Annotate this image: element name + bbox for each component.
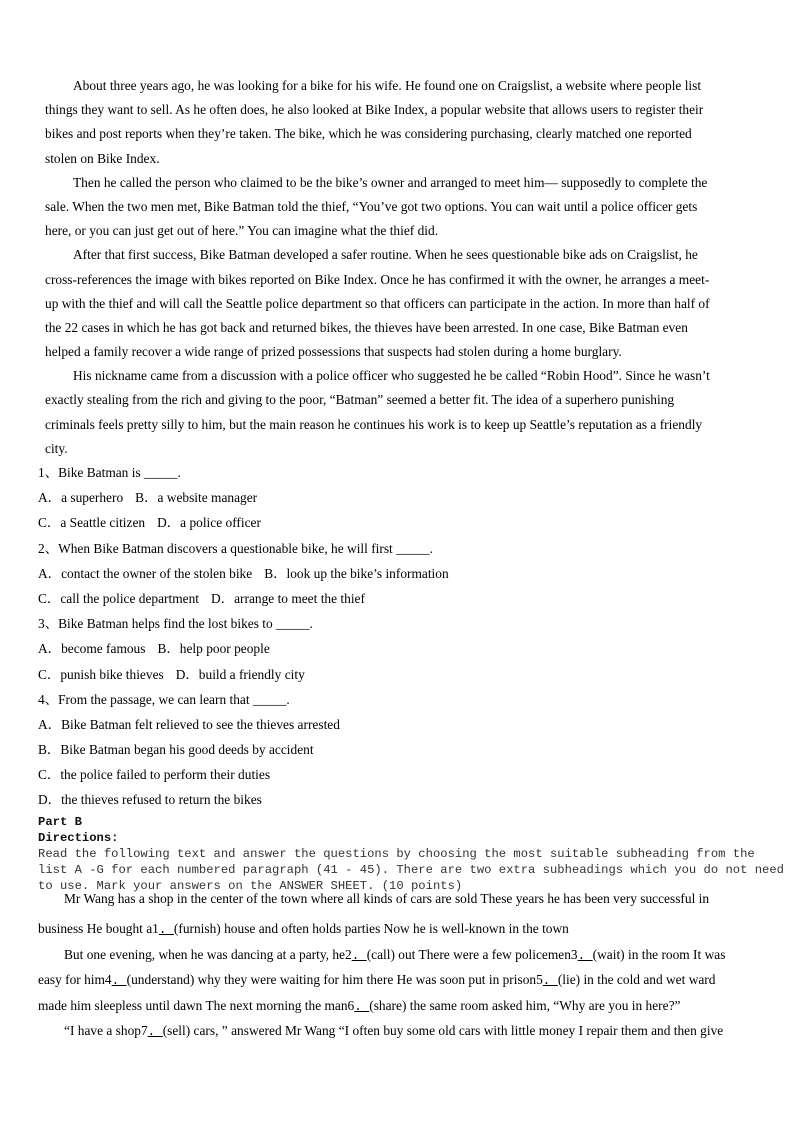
option-2d[interactable]: arrange to meet the thief xyxy=(234,590,365,606)
part-b-title: Part B xyxy=(38,815,82,829)
blank-2[interactable]: . xyxy=(351,948,367,963)
question-list xyxy=(38,460,598,813)
story-text: (furnish) house and often holds parties Now he is well-known in the town xyxy=(173,921,569,936)
reading-passage xyxy=(45,74,765,461)
story-text: Mr Wang has a shop in the center of the town where all kinds of cars are sold These years he has been very successful in xyxy=(64,891,710,906)
option-3b[interactable]: help poor people xyxy=(179,641,270,657)
option-letter: D． xyxy=(211,590,235,606)
cloze-story xyxy=(38,888,768,1044)
story-text: made him sleepless until dawn The next morning the man6 xyxy=(38,997,355,1013)
passage-line: here, or you can just get out of here.” You can imagine what the thief did. xyxy=(45,223,439,239)
directions-line: to use. Mark your answers on the ANSWER SHEET. (10 points) xyxy=(38,879,463,893)
part-b-section xyxy=(38,814,784,894)
question-4-stem: 4、From the passage, we can learn that _____. xyxy=(38,691,290,707)
option-letter: C． xyxy=(38,666,61,682)
story-line xyxy=(38,942,768,968)
passage-line: the 22 cases in which he has got back and returned bikes, the thieves have been arrested. In one case, Bike Batman even xyxy=(45,319,688,335)
story-line xyxy=(38,1018,768,1044)
option-letter: B． xyxy=(38,742,61,758)
story-line xyxy=(38,888,768,910)
directions-line: list A -G for each numbered paragraph (41 - 45). There are two extra subheadings which you do not need xyxy=(38,863,784,877)
directions-line: Read the following text and answer the questions by choosing the most suitable subheading from the xyxy=(38,847,755,861)
passage-line: up with the thief and will call the Seattle police department so that officers can participate in the action. In more than half of xyxy=(45,295,710,311)
question-4-option-a-row xyxy=(38,712,598,737)
option-letter: B． xyxy=(135,490,158,506)
option-1d[interactable]: a police officer xyxy=(180,515,261,531)
question-1-stem: 1、Bike Batman is _____. xyxy=(38,465,181,480)
passage-paragraph-1 xyxy=(45,74,765,171)
passage-line: About three years ago, he was looking for a bike for his wife. He found one on Craigslist, a website where people list xyxy=(73,78,702,93)
option-letter: A． xyxy=(38,641,62,657)
passage-line: things they want to sell. As he often does, he also looked at Bike Index, a popular website that allows users to register their xyxy=(45,102,704,118)
option-2c[interactable]: call the police department xyxy=(60,590,200,606)
question-1-options-row-1 xyxy=(38,485,598,510)
blank-4[interactable]: . xyxy=(111,974,127,988)
question-3-options-row-1 xyxy=(38,636,598,661)
story-text: “I have a shop7 xyxy=(64,1023,148,1038)
passage-paragraph-3 xyxy=(45,243,765,364)
option-letter: D． xyxy=(175,666,199,682)
story-line xyxy=(38,993,768,1019)
passage-line: stolen on Bike Index. xyxy=(45,150,160,166)
option-letter: A． xyxy=(38,565,62,581)
passage-line: helped a family recover a wide range of prized possessions that suspects had stolen during a home burglary. xyxy=(45,344,622,360)
story-text: business He bought a1 xyxy=(38,921,159,936)
option-letter: C． xyxy=(38,590,61,606)
passage-line: exactly stealing from the rich and giving to the poor, “Batman” seemed a better fit. The idea of a superhero punishing xyxy=(45,392,675,408)
question-2-options-row-1 xyxy=(38,561,598,586)
blank-5[interactable]: . xyxy=(542,974,558,988)
passage-line: After that first success, Bike Batman developed a safer routine. When he sees questionable bike ads on Craigslist, he xyxy=(73,247,698,263)
option-letter: C． xyxy=(38,767,61,783)
question-3-options-row-2 xyxy=(38,662,598,687)
story-line xyxy=(38,916,768,942)
question-3-stem: 3、Bike Batman helps find the lost bikes to _____. xyxy=(38,616,313,632)
option-letter: C． xyxy=(38,515,61,531)
blank-3[interactable]: . xyxy=(577,948,593,963)
option-3a[interactable]: become famous xyxy=(61,641,146,657)
option-3d[interactable]: build a friendly city xyxy=(198,666,305,682)
question-4-option-c-row xyxy=(38,762,598,787)
option-letter: B． xyxy=(157,641,180,657)
option-2b[interactable]: look up the bike’s information xyxy=(286,565,449,581)
option-1a[interactable]: a superhero xyxy=(61,490,124,506)
option-letter: D． xyxy=(38,792,62,808)
option-letter: D． xyxy=(157,515,181,531)
story-text: (wait) in the room It was xyxy=(592,946,726,962)
passage-paragraph-4 xyxy=(45,364,765,461)
story-line xyxy=(38,967,768,993)
option-3c[interactable]: punish bike thieves xyxy=(60,666,164,682)
passage-line: cross-references the image with bikes reported on Bike Index. Once he has confirmed it with the owner, he arranges a meet- xyxy=(45,271,710,287)
passage-line: His nickname came from a discussion with a police officer who suggested he be called “Robin Hood”. Since he wasn’t xyxy=(73,368,710,384)
option-4b[interactable]: Bike Batman began his good deeds by accident xyxy=(60,742,314,758)
question-2-stem: 2、When Bike Batman discovers a questionable bike, he will first _____. xyxy=(38,540,433,556)
option-4a[interactable]: Bike Batman felt relieved to see the thieves arrested xyxy=(61,716,340,732)
directions-heading: Directions: xyxy=(38,831,119,845)
option-1c[interactable]: a Seattle citizen xyxy=(60,515,146,531)
blank-6[interactable]: . xyxy=(354,999,370,1014)
story-text: (call) out There were a few policemen3 xyxy=(366,946,578,962)
passage-line: bikes and post reports when they’re taken. The bike, which he was considering purchasing, clearly matched one reported xyxy=(45,126,692,142)
story-text: (share) the same room asked him, “Why are you in here?” xyxy=(369,997,681,1013)
passage-line: sale. When the two men met, Bike Batman told the thief, “You’ve got two options. You can wait until a police officer gets xyxy=(45,198,698,214)
option-letter: A． xyxy=(38,490,62,506)
question-4-option-d-row xyxy=(38,787,598,812)
option-4d[interactable]: the thieves refused to return the bikes xyxy=(61,792,262,808)
passage-line: criminals feels pretty silly to him, but the main reason he continues his work is to keep up Seattle’s reputation as a friendly xyxy=(45,416,703,432)
option-letter: B． xyxy=(264,565,287,581)
option-1b[interactable]: a website manager xyxy=(157,490,258,506)
passage-line: city. xyxy=(45,440,68,456)
question-2-options-row-2 xyxy=(38,586,598,611)
passage-line: Then he called the person who claimed to be the bike’s owner and arranged to meet him— supposedly to complete the xyxy=(73,174,708,190)
question-4-option-b-row xyxy=(38,737,598,762)
passage-paragraph-2 xyxy=(45,171,765,244)
story-text: (lie) in the cold and wet ward xyxy=(557,972,716,987)
story-text: easy for him4 xyxy=(38,972,112,987)
story-text: (understand) why they were waiting for him there He was soon put in prison5 xyxy=(126,972,543,987)
option-2a[interactable]: contact the owner of the stolen bike xyxy=(61,565,253,581)
blank-7[interactable]: . xyxy=(147,1025,163,1039)
story-text: (sell) cars, ” answered Mr Wang “I often buy some old cars with little money I repair them and then give xyxy=(162,1023,724,1038)
blank-1[interactable]: . xyxy=(158,923,174,937)
option-4c[interactable]: the police failed to perform their duties xyxy=(60,767,271,783)
option-letter: A． xyxy=(38,716,62,732)
question-1-options-row-2 xyxy=(38,510,598,535)
story-text: But one evening, when he was dancing at a party, he2 xyxy=(64,946,352,962)
